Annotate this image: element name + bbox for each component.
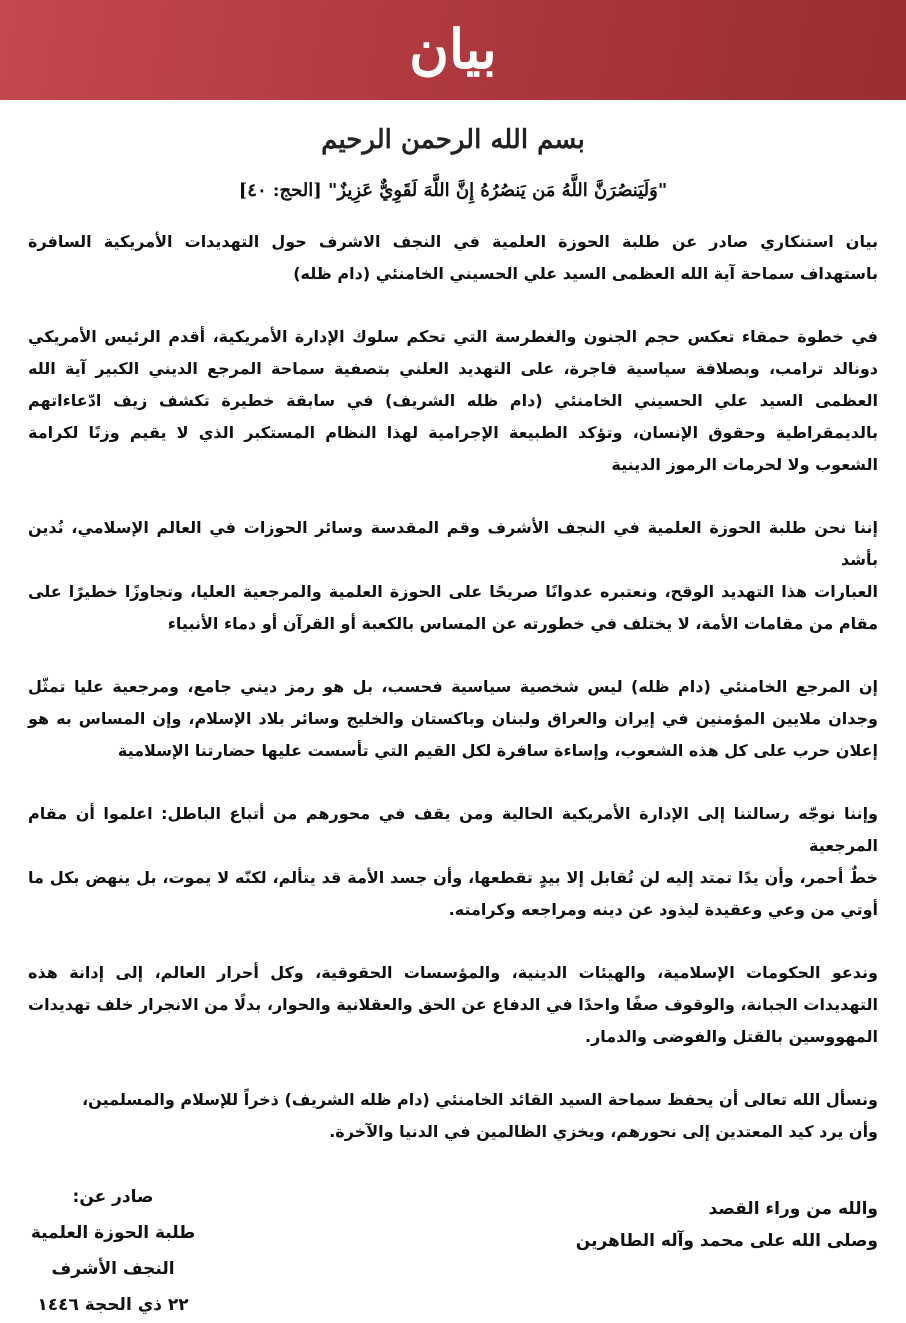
text-line: العبارات هذا التهديد الوقح، ونعتبره عدوانًا صريحًا على الحوزة العلمية والمرجعية العليا، وتجاوزًا خطيرًا على	[28, 582, 878, 601]
text-line: بالديمقراطية وحقوق الإنسان، وتؤكد الطبيعة الإجرامية لهذا النظام المستكبر الذي لا يقيم وزنًا لكرامة	[28, 423, 878, 442]
text-line: وندعو الحكومات الإسلامية، والهيئات الدينية، والمؤسسات الحقوقية، وكل أحرار العالم، إلى إدانة هذه	[28, 963, 878, 982]
closing-remarks	[478, 1193, 878, 1257]
issuer-location: النجف الأشرف	[51, 1259, 175, 1279]
statement-body	[28, 226, 878, 1323]
text-line: ونسأل الله تعالى أن يحفظ سماحة السيد القائد الخامنئي (دام ظله الشريف) ذخراً للإسلام والمسلمين،	[82, 1090, 878, 1109]
paragraph-2	[28, 512, 878, 640]
issue-date: ٢٢ ذي الحجة ١٤٤٦	[37, 1295, 189, 1315]
text-line: إعلان حرب على كل هذه الشعوب، وإساءة سافرة لكل القيم التي تأسست عليها حضارتنا الإسلامية	[117, 741, 878, 760]
text-line: وإننا نوجّه رسالتنا إلى الإدارة الأمريكية الحالية ومن يقف في محورهم من أتباع الباطل: اعلموا أن مقام المرجعية	[28, 804, 878, 855]
text-line: باستهداف سماحة آية الله العظمى السيد علي الحسيني الخامنئي (دام ظله)	[293, 264, 878, 283]
paragraph-5	[28, 957, 878, 1053]
text-line: التهديدات الجبانة، والوقوف صفًا واحدًا في الدفاع عن الحق والعقلانية والحوار، بدلًا من الانجرار خلف تهديدات	[28, 995, 878, 1014]
text-line: خطٌ أحمر، وأن يدًا تمتد إليه لن تُقابل إلا بيدٍ تقطعها، وأن جسد الأمة قد يتألم، لكنّه لا يموت، بل ينهض بكل ما	[28, 868, 878, 887]
issuer-label: صادر عن:	[72, 1187, 154, 1207]
issuer-name: طلبة الحوزة العلمية	[30, 1223, 196, 1243]
paragraph-4	[28, 798, 878, 926]
text-line: مقام من مقامات الأمة، لا يختلف في خطورته عن المساس بالكعبة أو القرآن أو دماء الأنبياء	[167, 614, 878, 633]
statement-title	[28, 226, 878, 290]
paragraph-6	[28, 1084, 878, 1148]
quran-verse: "وَلَيَنصُرَنَّ اللَّهُ مَن يَنصُرُهُ إِنَّ اللَّهَ لَقَوِيٌّ عَزِيزٌ" [الحج: ٤٠]	[238, 180, 668, 201]
text-line: دونالد ترامب، وبصلافة سياسية فاجرة، على التهديد العلني بتصفية سماحة المرجع الديني الكبير آية الله	[28, 359, 878, 378]
text-line: المهووسين بالقتل والفوضى والدمار.	[585, 1027, 878, 1046]
closing-line: وصلى الله على محمد وآله الطاهرين	[575, 1231, 878, 1251]
closing-line: والله من وراء القصد	[708, 1199, 878, 1219]
text-line: أوتي من وعي وعقيدة ليذود عن دينه ومراجعه وكرامته.	[448, 900, 878, 919]
text-line: إننا نحن طلبة الحوزة العلمية في النجف الأشرف وقم المقدسة وسائر الحوزات في العالم الإسلامي، نُدين بأشد	[28, 518, 878, 569]
text-line: الشعوب ولا لحرمات الرموز الدينية	[611, 455, 878, 474]
text-line: بيان استنكاري صادر عن طلبة الحوزة العلمية في النجف الاشرف حول التهديدات الأمريكية السافرة	[28, 232, 878, 251]
text-line: وأن يرد كيد المعتدين إلى نحورهم، ويخزي الظالمين في الدنيا والآخرة.	[329, 1122, 878, 1141]
text-line: وجدان ملايين المؤمنين في إيران والعراق ولبنان وباكستان والخليج وسائر بلاد الإسلام، وإن المساس به هو	[28, 709, 878, 728]
text-line: العظمى السيد علي الحسيني الخامنئي (دام ظله الشريف) في سابقة خطيرة تكشف زيف ادّعاءاتهم	[28, 391, 878, 410]
text-line: في خطوة حمقاء تعكس حجم الجنون والغطرسة التي تحكم سلوك الإدارة الأمريكية، أقدم الرئيس الأمريكي	[28, 327, 878, 346]
header-banner	[0, 0, 906, 100]
basmala-calligraphy: بسم الله الرحمن الرحيم	[321, 125, 585, 155]
text-line: إن المرجع الخامنئي (دام ظله) ليس شخصية سياسية فحسب، بل هو رمز ديني جامع، ومرجعية عليا تمثّل	[28, 677, 878, 696]
paragraph-3	[28, 671, 878, 767]
header-title: بيان	[409, 17, 497, 81]
signature-block	[28, 1179, 198, 1323]
paragraph-1	[28, 321, 878, 481]
